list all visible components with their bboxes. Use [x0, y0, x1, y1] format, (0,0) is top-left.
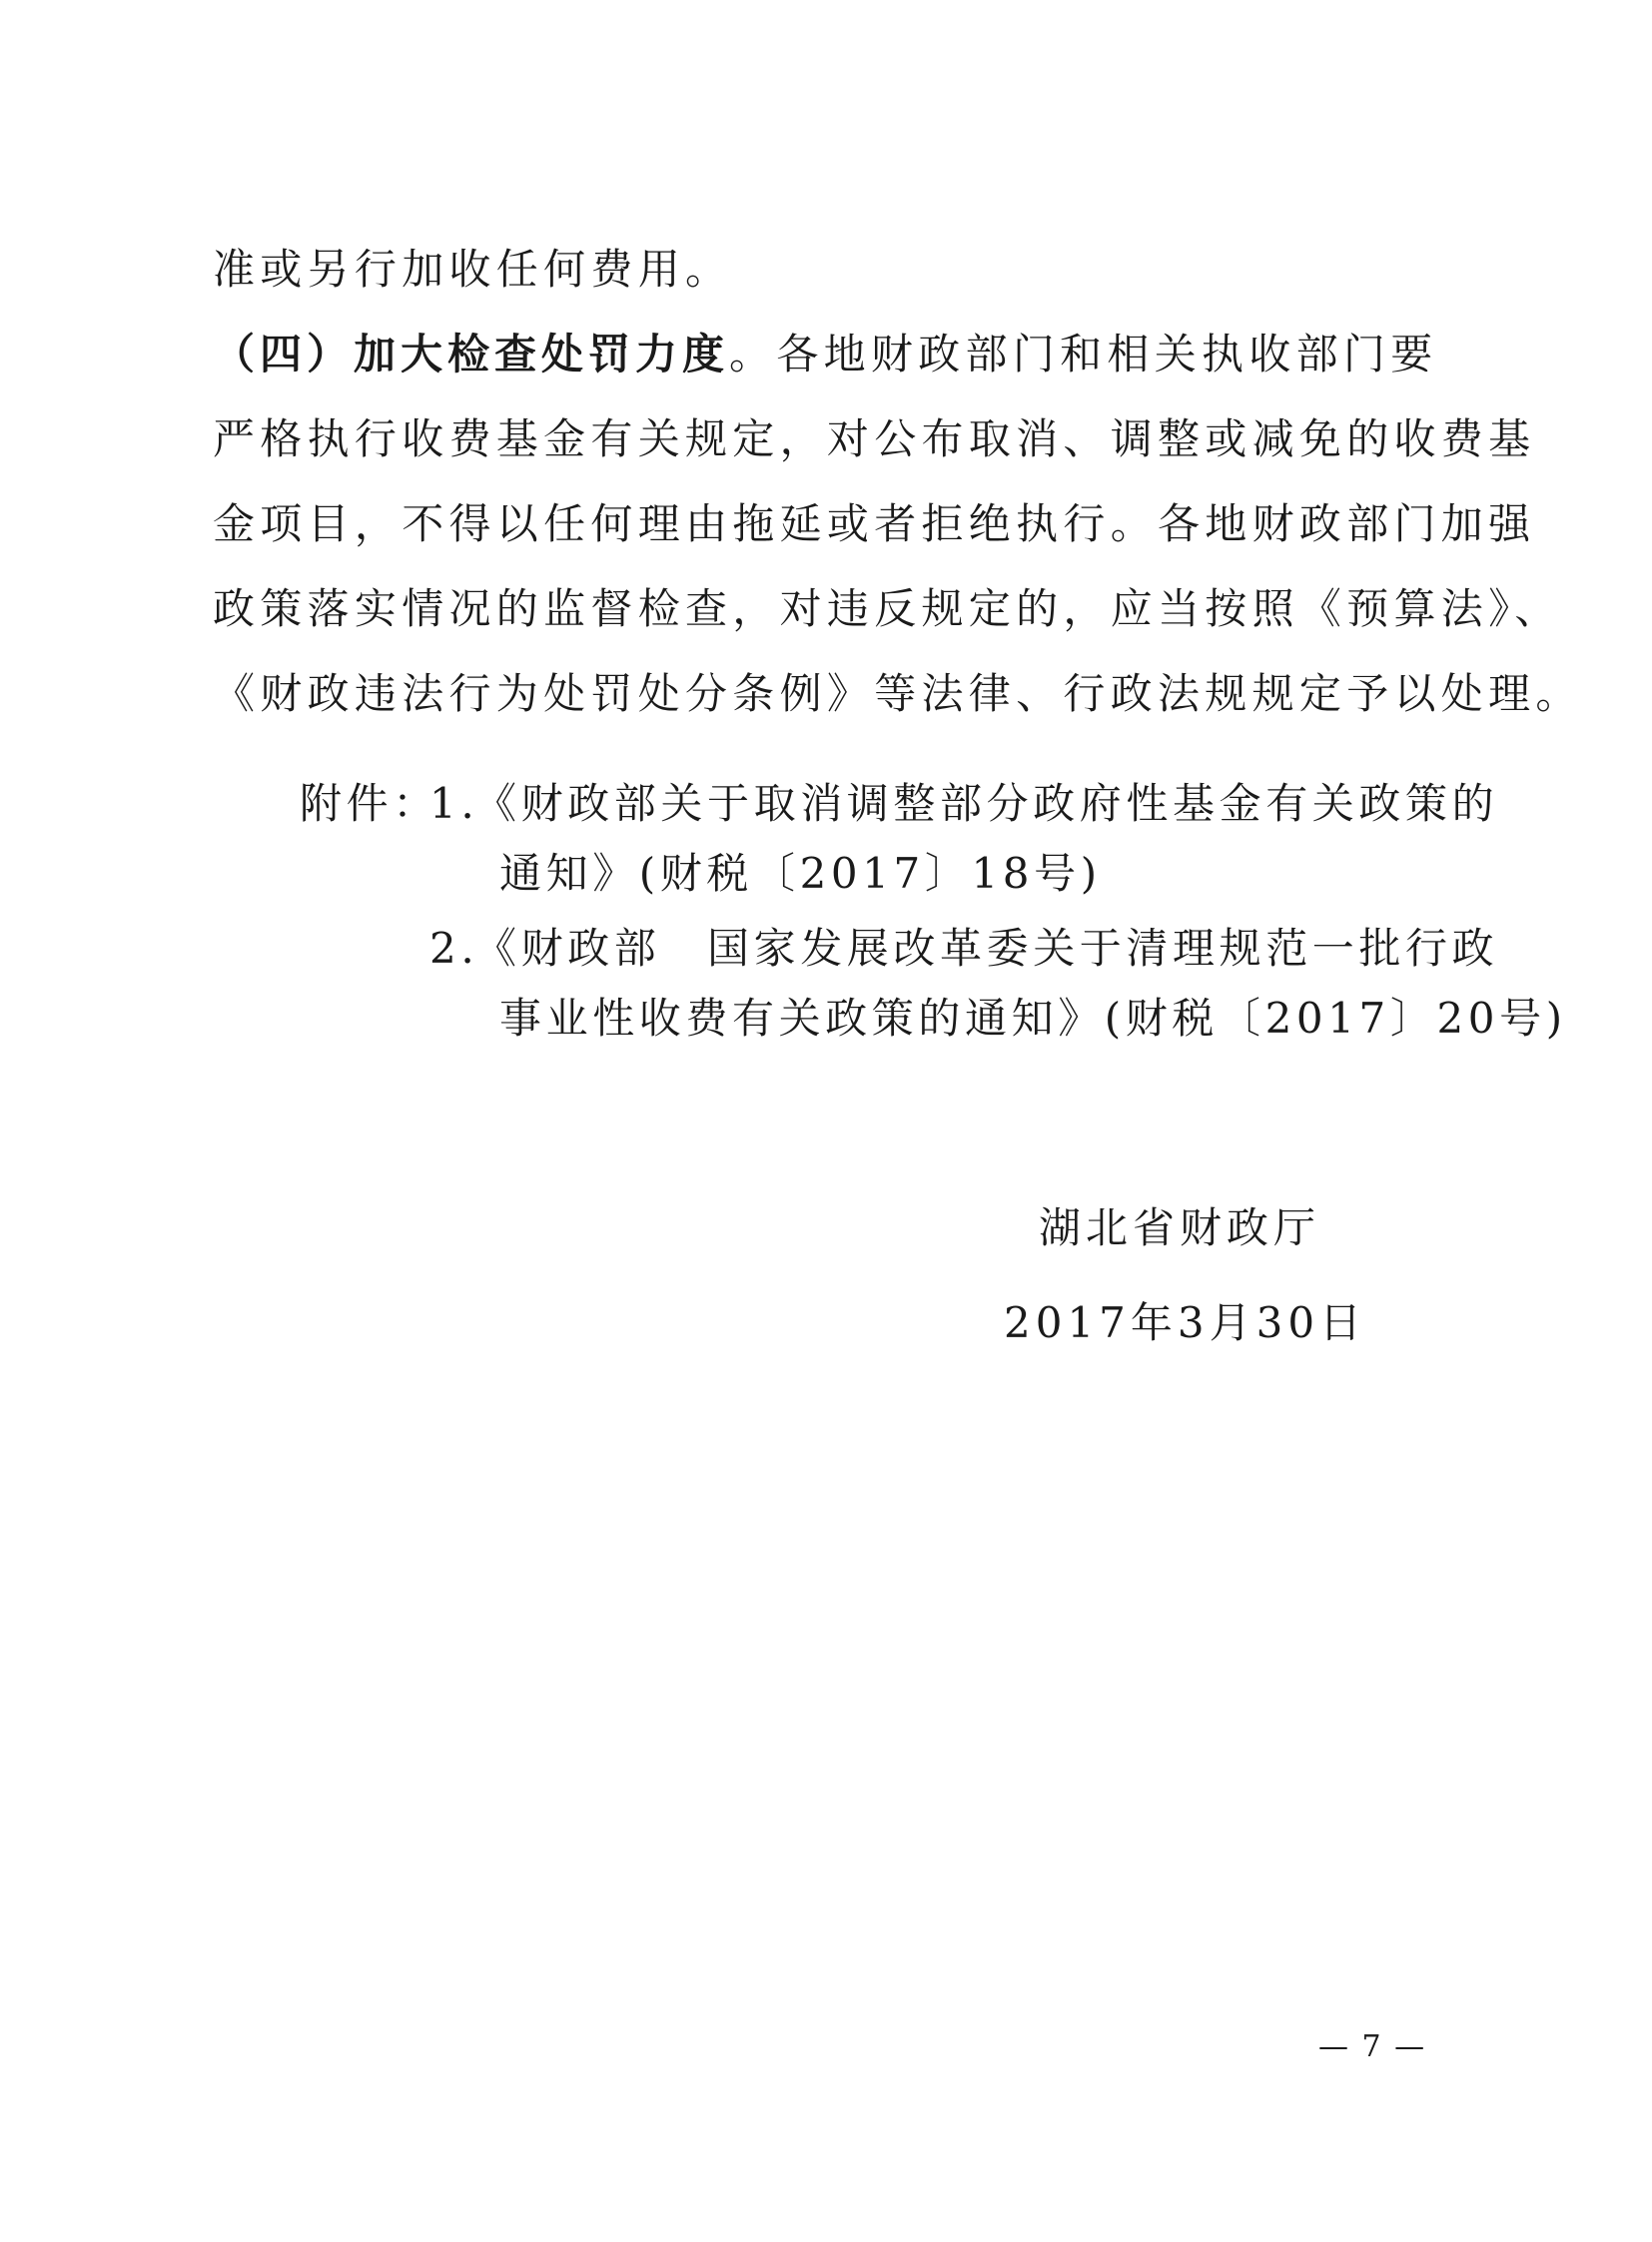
- page-number: — 7 —: [1318, 2029, 1427, 2064]
- issuer-name: 湖北省财政厅: [1039, 1203, 1321, 1252]
- attachment-2-line-1: 《财政部 国家发展改革委关于清理规范一批行政: [474, 924, 1499, 973]
- section-4-line-1-text: 。各地财政部门和相关执收部门要: [729, 330, 1438, 378]
- attachment-1-line-1: 《财政部关于取消调整部分政府性基金有关政策的: [474, 779, 1499, 828]
- issue-date: 2017年3月30日: [1004, 1298, 1367, 1347]
- attachment-2-number: 2.: [429, 924, 479, 973]
- section-4-line-5: 《财政违法行为处罚处分条例》等法律、行政法规规定予以处理。: [213, 669, 1583, 718]
- attachment-2-line-2: 事业性收费有关政策的通知》(财税〔2017〕20号): [499, 994, 1567, 1043]
- attachments-label: 附件：: [300, 779, 439, 828]
- attachment-1-line-2: 通知》(财税〔2017〕18号): [499, 849, 1102, 898]
- section-4-line-3: 金项目，不得以任何理由拖延或者拒绝执行。各地财政部门加强: [213, 499, 1536, 548]
- body-line-1: 准或另行加收任何费用。: [213, 245, 733, 294]
- section-4-line-4: 政策落实情况的监督检查，对违反规定的，应当按照《预算法》、: [213, 584, 1562, 633]
- attachment-1-number: 1.: [429, 779, 479, 828]
- section-4-line-2: 严格执行收费基金有关规定，对公布取消、调整或减免的收费基: [213, 414, 1536, 463]
- section-4-heading: （四）加大检查处罚力度: [213, 330, 730, 378]
- section-4-first-line: [213, 320, 1441, 389]
